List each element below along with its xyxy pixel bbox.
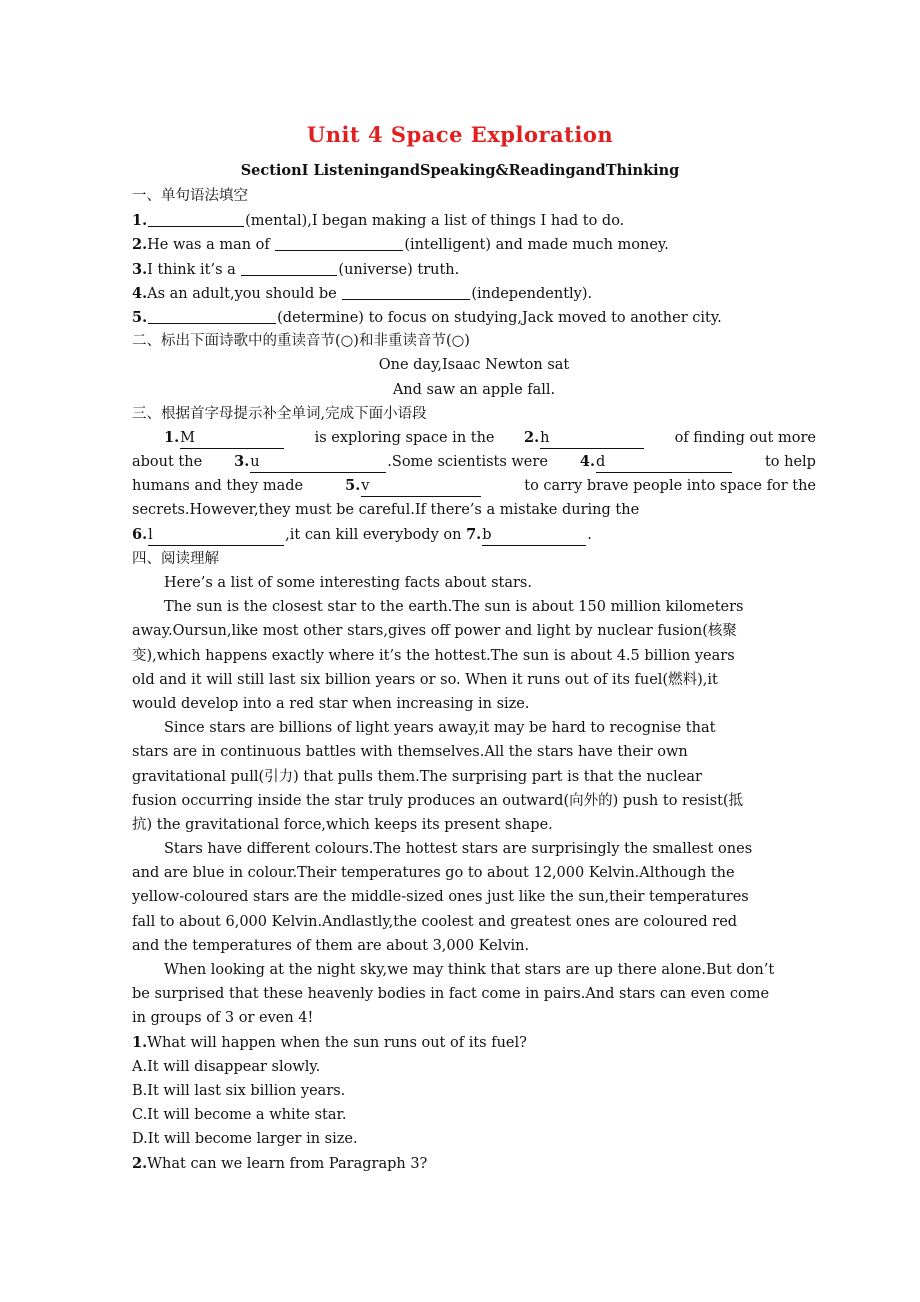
passage-line: and are blue in colour.Their temperatures go to about 12,000 Kelvin.Although the: [132, 865, 735, 882]
question-5: [132, 305, 816, 329]
answer-blank[interactable]: [361, 480, 481, 497]
question-3: [132, 257, 816, 281]
blank-number: 5.: [345, 477, 361, 495]
question-text: (intelligent) and made much money.: [404, 237, 669, 254]
question-text: What can we learn from Paragraph 3?: [147, 1155, 428, 1172]
part3-heading: 三、根据首字母提示补全单词,完成下面小语段: [132, 405, 427, 422]
passage-line: When looking at the night sky,we may think that stars are up there alone.But don’t: [164, 962, 775, 978]
question-text: What will happen when the sun runs out of its fuel?: [147, 1034, 527, 1051]
question-number: 1.: [132, 212, 148, 230]
poem-line: One day,Isaac Newton sat: [378, 357, 570, 374]
answer-blank[interactable]: [342, 283, 470, 300]
poem-line: And saw an apple fall.: [392, 381, 556, 398]
question-4: [132, 281, 816, 305]
hint-letter: v: [361, 478, 370, 495]
question-text: (universe) truth.: [338, 261, 460, 278]
question-number: 4.: [132, 284, 148, 302]
blank-number: 1.: [164, 428, 180, 446]
passage-line: would develop into a red star when increasing in size.: [132, 695, 530, 712]
passage-line: yellow-coloured stars are the middle-sized ones just like the sun,their temperatures: [132, 889, 749, 906]
blank-number: 3.: [234, 453, 250, 471]
hint-letter: l: [148, 526, 153, 543]
passage-line: fusion occurring inside the star truly produces an outward(向外的) push to resist(抵: [132, 792, 744, 809]
question-1: [132, 208, 816, 232]
cloze-line-3: [132, 474, 816, 498]
option-b[interactable]: B.It will last six billion years.: [132, 1082, 346, 1099]
hint-letter: M: [180, 429, 195, 446]
question-text: (mental),I began making a list of things I had to do.: [245, 213, 625, 230]
cloze-text: to help: [764, 454, 816, 471]
answer-blank[interactable]: [250, 456, 386, 473]
passage-line: Since stars are billions of light years away,it may be hard to recognise that: [164, 720, 716, 737]
blank-number: 6.: [132, 525, 148, 543]
cloze-text: of finding out more: [674, 429, 816, 446]
answer-blank[interactable]: [148, 210, 244, 227]
question-number: 5.: [132, 308, 148, 326]
blank-number: 2.: [523, 428, 540, 446]
reading-question-2: [132, 1152, 816, 1176]
answer-blank[interactable]: [180, 429, 284, 449]
answer-blank[interactable]: [148, 526, 284, 546]
blank-number: 4.: [579, 453, 595, 471]
part2-heading: 二、标出下面诗歌中的重读音节(○)和非重读音节(○): [132, 333, 470, 350]
cloze-text: is exploring space in the: [314, 429, 495, 446]
option-d[interactable]: D.It will become larger in size.: [132, 1131, 358, 1148]
passage-line: The sun is the closest star to the earth.The sun is about 150 million kilometers: [164, 599, 744, 616]
section-subtitle: SectionⅠ ListeningandSpeaking&ReadingandThinking: [240, 162, 680, 179]
hint-letter: u: [250, 454, 260, 471]
question-2: [132, 232, 816, 256]
question-text: (independently).: [471, 285, 593, 302]
cloze-text: .Some scientists were: [387, 454, 548, 471]
reading-question-1: [132, 1031, 816, 1055]
answer-blank[interactable]: [241, 259, 337, 276]
cloze-text: about the: [132, 454, 203, 471]
passage-line: old and it will still last six billion years or so. When it runs out of its fuel(燃料),it: [132, 671, 718, 688]
part4-heading: 四、阅读理解: [132, 550, 219, 567]
question-number: 3.: [132, 260, 148, 278]
question-number: 1.: [132, 1033, 148, 1051]
passage-line: and the temperatures of them are about 3,000 Kelvin.: [132, 937, 530, 954]
passage-line: be surprised that these heavenly bodies in fact come in pairs.And stars can even come: [132, 986, 770, 1003]
passage-line: stars are in continuous battles with themselves.All the stars have their own: [132, 744, 688, 761]
question-number: 2.: [132, 236, 148, 254]
passage-line: gravitational pull(引力) that pulls them.The surprising part is that the nuclear: [132, 768, 702, 785]
passage-line: 抗) the gravitational force,which keeps its present shape.: [132, 816, 553, 833]
page-title: Unit 4 Space Exploration: [306, 122, 614, 147]
passage-line: 变),which happens exactly where it’s the hottest.The sun is about 4.5 billion years: [132, 647, 735, 664]
question-text: He was a man of: [147, 237, 275, 254]
worksheet-content: [132, 184, 816, 1176]
question-text: As an adult,you should be: [147, 285, 342, 302]
option-a[interactable]: A.It will disappear slowly.: [132, 1058, 321, 1075]
cloze-text: ,it can kill everybody on: [285, 526, 462, 543]
hint-letter: h: [540, 429, 550, 446]
cloze-line-4: secrets.However,they must be careful.If there’s a mistake during the: [132, 502, 640, 519]
answer-blank[interactable]: [482, 526, 586, 546]
blank-number: 7.: [466, 525, 482, 543]
passage-line: Here’s a list of some interesting facts about stars.: [164, 575, 532, 591]
passage-line: fall to about 6,000 Kelvin.Andlastly,the coolest and greatest ones are coloured red: [132, 913, 738, 930]
hint-letter: d: [596, 454, 606, 471]
hint-letter: b: [482, 526, 492, 543]
passage-line: away.Oursun,like most other stars,gives off power and light by nuclear fusion(核聚: [132, 623, 737, 640]
cloze-line-1: [132, 426, 816, 450]
answer-blank[interactable]: [148, 307, 276, 324]
question-text: I think it’s a: [147, 261, 241, 278]
answer-blank[interactable]: [275, 234, 403, 251]
cloze-line-5: [132, 523, 816, 547]
part1-heading: 一、单句语法填空: [132, 188, 248, 204]
question-number: 2.: [132, 1154, 148, 1172]
option-c[interactable]: C.It will become a white star.: [132, 1107, 347, 1124]
cloze-text: humans and they made: [132, 478, 304, 495]
cloze-text: .: [587, 526, 592, 543]
cloze-line-2: [132, 450, 816, 474]
question-text: (determine) to focus on studying,Jack moved to another city.: [277, 309, 722, 326]
cloze-text: to carry brave people into space for the: [524, 478, 816, 495]
answer-blank[interactable]: [596, 456, 732, 473]
passage-line: in groups of 3 or even 4!: [132, 1010, 314, 1027]
answer-blank[interactable]: [540, 429, 644, 449]
passage-line: Stars have different colours.The hottest stars are surprisingly the smallest ones: [164, 841, 753, 858]
